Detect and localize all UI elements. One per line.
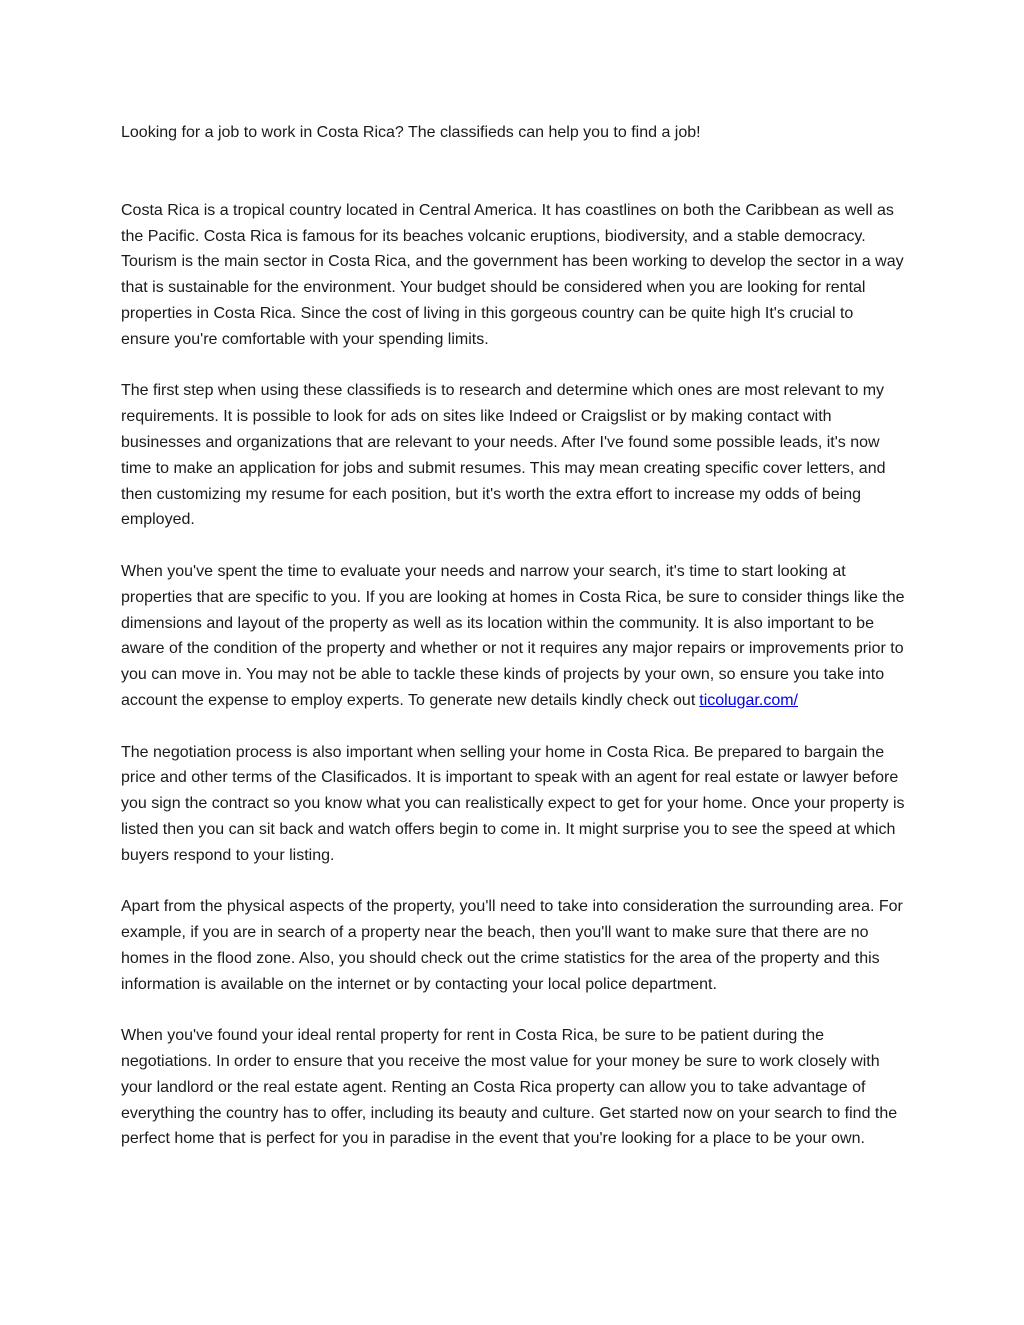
paragraph-evaluate-properties-text: When you've spent the time to evaluate your needs and narrow your search, it's time to start looking at properties that are specific to you. If you are looking at homes in Costa Rica, be sure to consider things like the dimensions and layout of the property as well as its location within the community. It is also important to be aware of the condition of the property and whether or not it requires any major repairs or improvements prior to you can move in. You may not be able to tackle these kinds of projects by your own, so ensure you take into account the expense to employ experts. To generate new details kindly check out — [121, 562, 905, 709]
ticolugar-link[interactable]: ticolugar.com/ — [699, 691, 798, 709]
document-heading: Looking for a job to work in Costa Rica? The classifieds can help you to find a job! — [121, 124, 701, 141]
paragraph-negotiation: The negotiation process is also important when selling your home in Costa Rica. Be prepared to bargain the price and other terms of the Clasificados. It is important to speak with an agent for real estate or lawyer before you sign the contract so you know what you can realistically expect to get for your home. Once your property is listed then you can sit back and watch offers begin to come in. It might surprise you to see the speed at which buyers respond to your listing. — [121, 743, 905, 864]
paragraph-costa-rica-intro: Costa Rica is a tropical country located in Central America. It has coastlines on both the Caribbean as well as the Pacific. Costa Rica is famous for its beaches volcanic eruptions, biodiversity, and a stable democracy. Tourism is the main sector in Costa Rica, and the government has been working to develop the sector in a way that is sustainable for the environment. Your budget should be considered when you are looking for rental properties in Costa Rica. Since the cost of living in this gorgeous country can be quite high It's crucial to ensure you're comfortable with your spending limits. — [121, 201, 904, 348]
paragraph-surrounding-area: Apart from the physical aspects of the property, you'll need to take into consideration the surrounding area. For example, if you are in search of a property near the beach, then you'll want to make sure that there are no homes in the flood zone. Also, you should check out the crime statistics for the area of the property and this information is available on the internet or by contacting your local police department. — [121, 898, 903, 993]
paragraph-evaluate-properties — [121, 559, 906, 714]
paragraph-classifieds-steps: The first step when using these classifieds is to research and determine which ones are most relevant to my requirements. It is possible to look for ads on sites like Indeed or Craigslist or by making contact with businesses and organizations that are relevant to your needs. After I've found some possible leads, it's now time to make an application for jobs and submit resumes. This may mean creating specific cover letters, and then customizing my resume for each position, but it's worth the extra effort to increase my odds of being employed. — [121, 382, 886, 529]
paragraph-rental-property: When you've found your ideal rental property for rent in Costa Rica, be sure to be patient during the negotiations. In order to ensure that you receive the most value for your money be sure to work closely with your landlord or the real estate agent. Renting an Costa Rica property can allow you to take advantage of everything the country has to offer, including its beauty and culture. Get started now on your search to find the perfect home that is perfect for you in paradise in the event that you're looking for a place to be your own. — [121, 1027, 898, 1148]
document-body — [121, 120, 906, 1178]
